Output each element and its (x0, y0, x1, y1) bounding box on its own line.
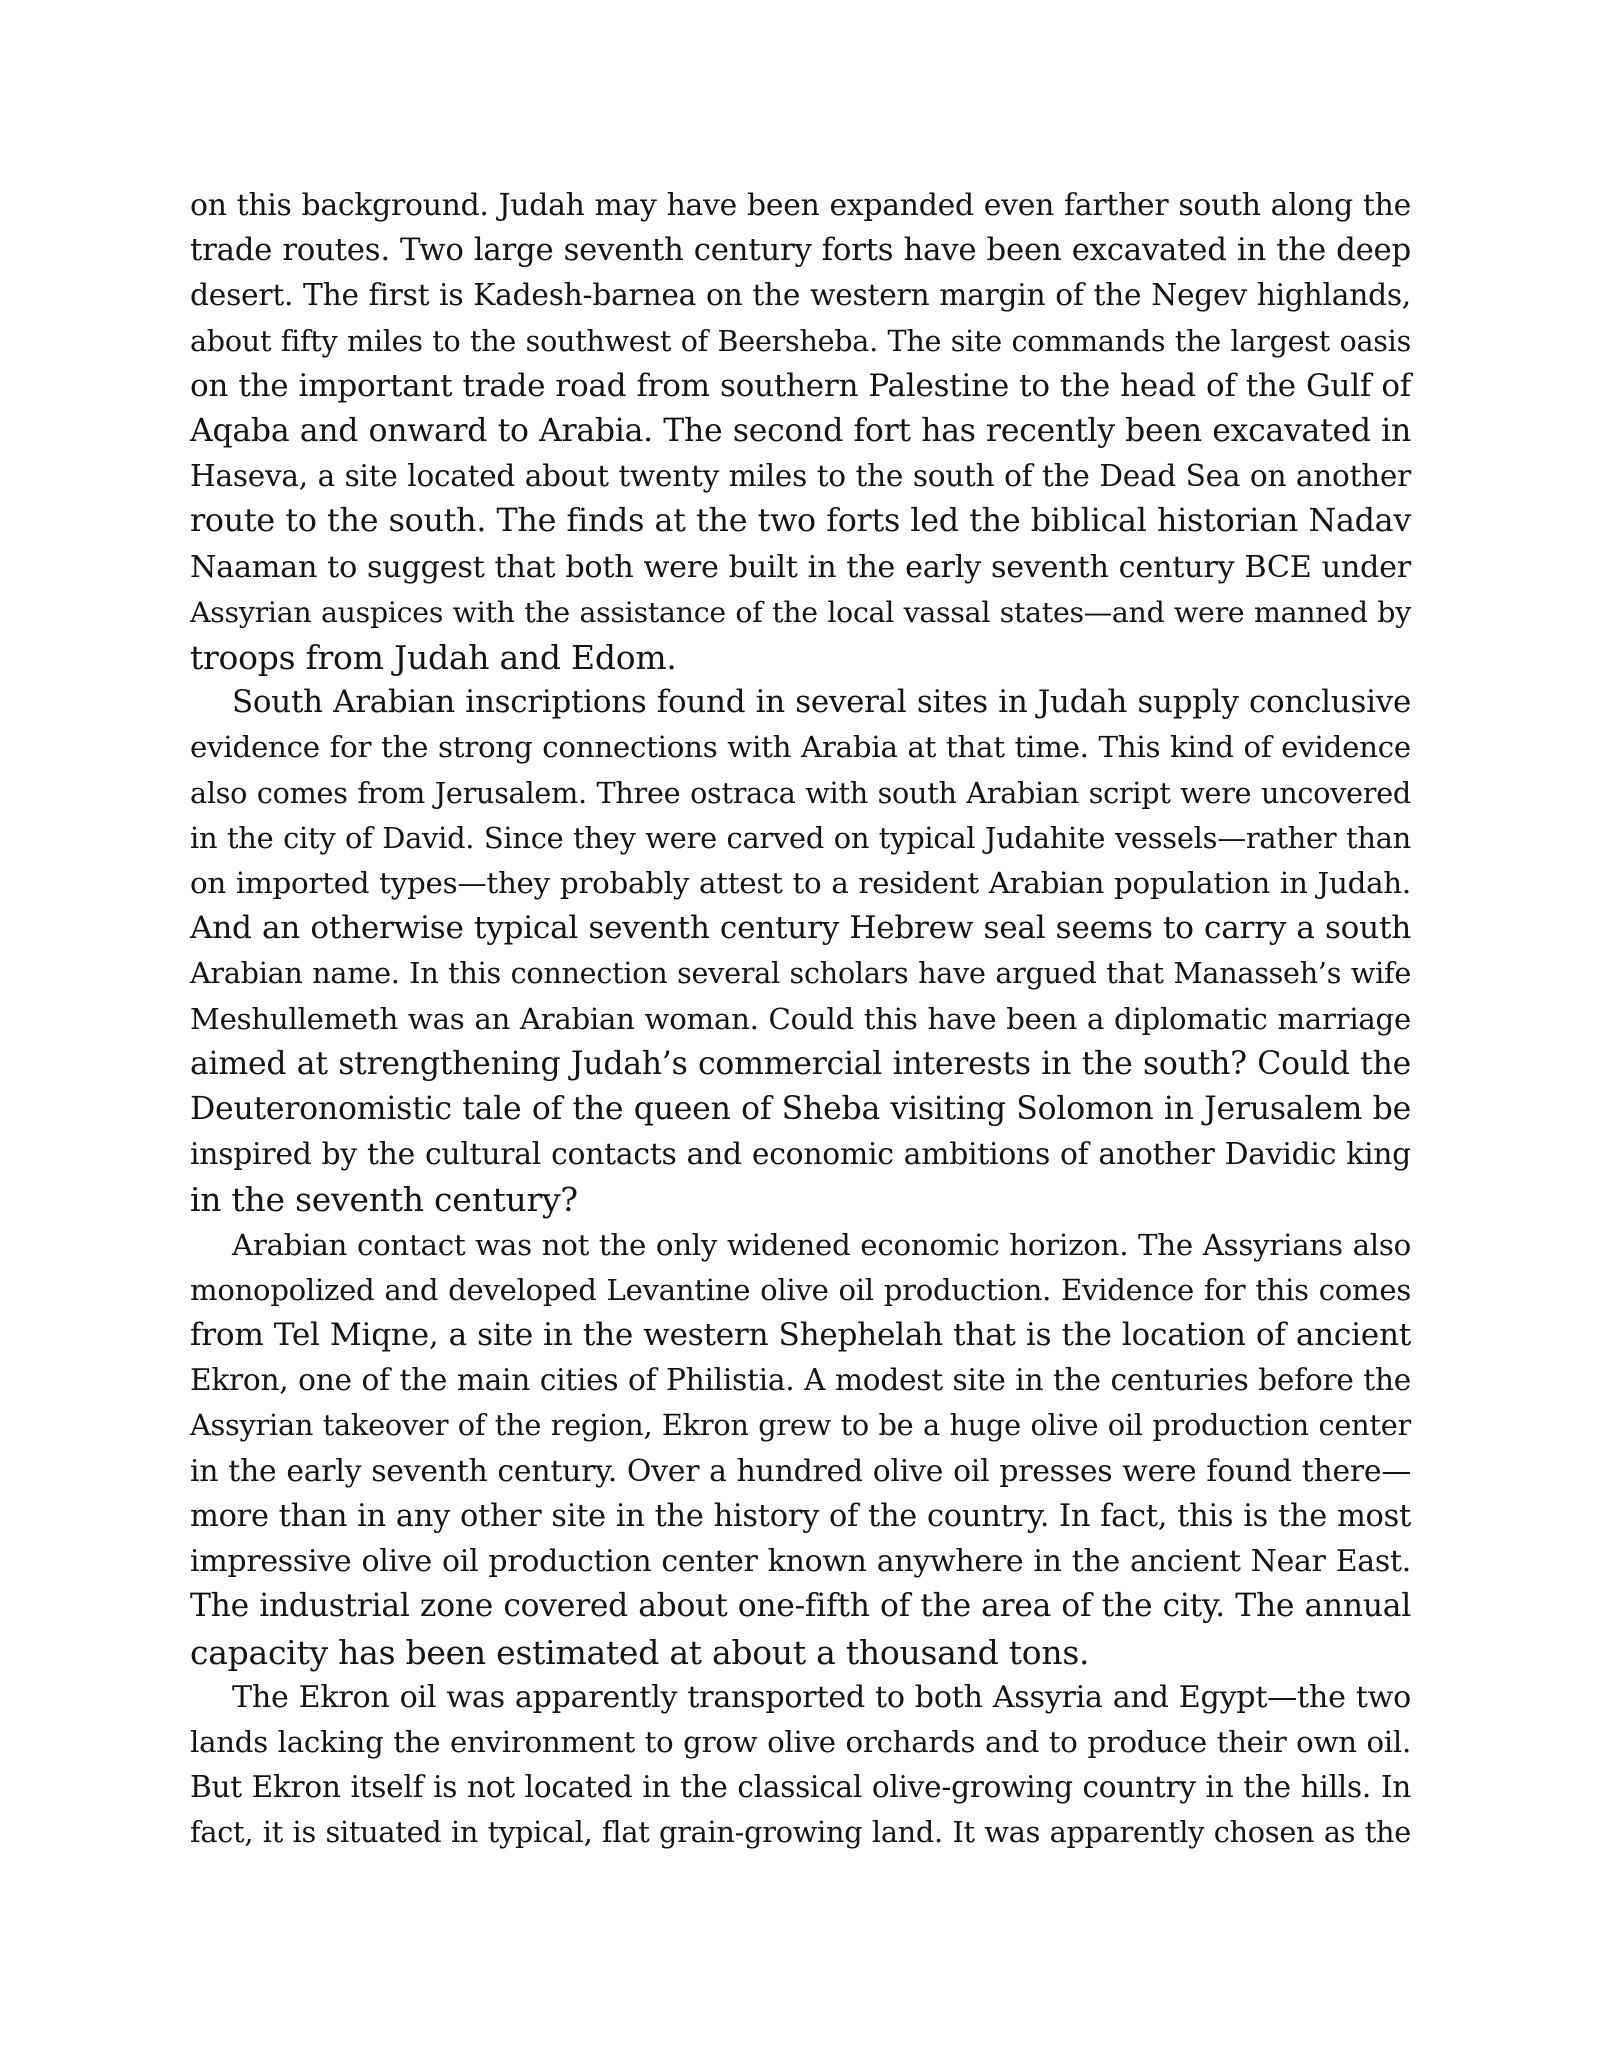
text-line: South Arabian inscriptions found in several sites in Judah supply conclusive (232, 684, 1411, 721)
text-line: fact, it is situated in typical, flat grain-growing land. It was apparently chosen as the (190, 1815, 1411, 1850)
text-line: And an otherwise typical seventh century Hebrew seal seems to carry a south (190, 910, 1411, 947)
text-line: Assyrian takeover of the region, Ekron grew to be a huge olive oil production center (190, 1408, 1411, 1443)
text-line: capacity has been estimated at about a thousand tons. (190, 1632, 1090, 1672)
text-line: troops from Judah and Edom. (190, 638, 677, 678)
page-body (190, 183, 1411, 1856)
text-line: Haseva, a site located about twenty miles to the south of the Dead Sea on another (190, 459, 1411, 494)
text-line: trade routes. Two large seventh century forts have been excavated in the deep (190, 232, 1411, 269)
text-line: Arabian name. In this connection several scholars have argued that Manasseh’s wife (190, 956, 1411, 991)
text-line: Naaman to suggest that both were built in the early seventh century BCE under (190, 549, 1411, 585)
text-line: about fifty miles to the southwest of Beersheba. The site commands the largest oasis (190, 323, 1411, 358)
paragraph-1 (190, 183, 1411, 680)
text-line: Ekron, one of the main cities of Philistia. A modest site in the centuries before the (190, 1363, 1411, 1398)
text-line: aimed at strengthening Judah’s commercial interests in the south? Could the (190, 1045, 1411, 1082)
text-line: evidence for the strong connections with Arabia at that time. This kind of evidence (190, 730, 1411, 765)
text-line: also comes from Jerusalem. Three ostraca with south Arabian script were uncovered (190, 775, 1411, 810)
text-line: But Ekron itself is not located in the classical olive-growing country in the hills. In (190, 1770, 1411, 1805)
text-line: on this background. Judah may have been expanded even farther south along the (190, 188, 1411, 223)
text-line: Aqaba and onward to Arabia. The second fort has recently been excavated in (190, 413, 1411, 450)
text-line: Deuteronomistic tale of the queen of Sheba visiting Solomon in Jerusalem be (190, 1091, 1411, 1128)
text-line: from Tel Miqne, a site in the western Shephelah that is the location of ancient (190, 1317, 1411, 1354)
paragraph-4 (190, 1675, 1411, 1856)
text-line: route to the south. The finds at the two forts led the biblical historian Nadav (190, 503, 1411, 540)
text-line: monopolized and developed Levantine olive oil production. Evidence for this comes (190, 1272, 1411, 1307)
text-line: lands lacking the environment to grow olive orchards and to produce their own oil. (190, 1724, 1411, 1759)
text-line: on the important trade road from southern Palestine to the head of the Gulf of (190, 367, 1411, 404)
text-line: desert. The first is Kadesh-barnea on the western margin of the Negev highlands, (190, 278, 1411, 314)
text-line: inspired by the cultural contacts and economic ambitions of another Davidic king (190, 1137, 1411, 1173)
text-line: The industrial zone covered about one-fifth of the area of the city. The annual (190, 1588, 1411, 1625)
text-line: impressive olive oil production center known anywhere in the ancient Near East. (190, 1544, 1411, 1580)
text-line: in the city of David. Since they were carved on typical Judahite vessels—rather than (190, 820, 1411, 855)
paragraph-3 (190, 1223, 1411, 1675)
paragraph-2 (190, 680, 1411, 1222)
text-line: in the seventh century? (190, 1180, 578, 1220)
text-line: Arabian contact was not the only widened economic horizon. The Assyrians also (232, 1227, 1411, 1262)
text-line: more than in any other site in the history of the country. In fact, this is the most (190, 1498, 1411, 1534)
text-line: The Ekron oil was apparently transported to both Assyria and Egypt—the two (232, 1679, 1411, 1715)
text-line: Assyrian auspices with the assistance of the local vassal states—and were manned by (190, 595, 1411, 629)
text-line: Meshullemeth was an Arabian woman. Could this have been a diplomatic marriage (190, 1001, 1411, 1036)
text-line: in the early seventh century. Over a hundred olive oil presses were found there— (190, 1453, 1411, 1489)
text-line: on imported types—they probably attest to a resident Arabian population in Judah. (190, 866, 1411, 901)
